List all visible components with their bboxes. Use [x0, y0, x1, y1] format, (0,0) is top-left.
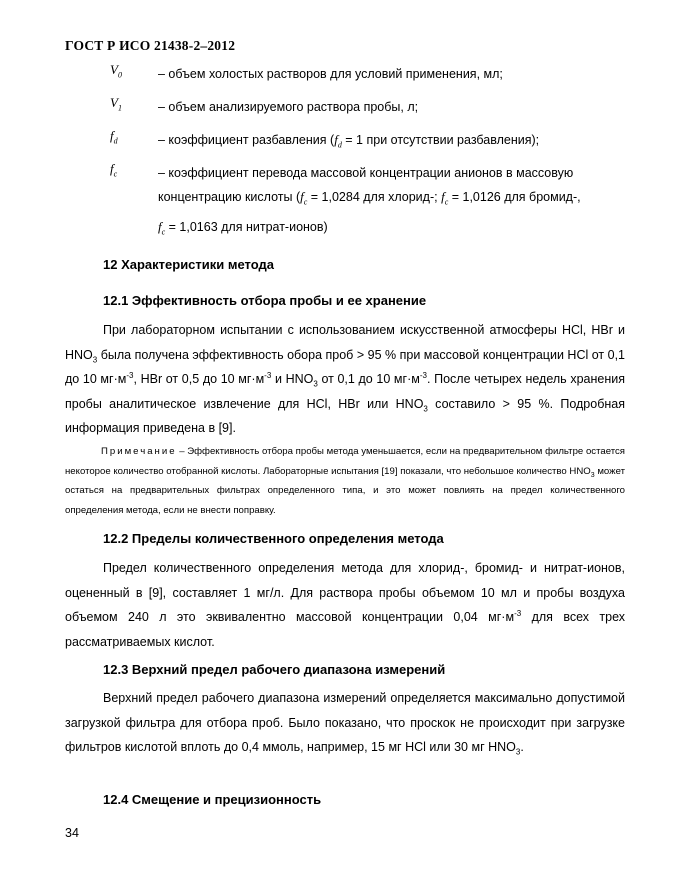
definition-v1 [110, 95, 630, 128]
symbol-fd: $f_d$ [110, 128, 118, 146]
note-label: Примечание [101, 446, 177, 457]
note-block: Примечание – Эффективность отбора пробы метода уменьшается, если на предварительном фильтре остается некоторое количество отобранной кислоты. Лабораторные испытания [19] показали, что небольшое количество $HNO_3$ может остаться на предварительных фильтрах определенного типа, и это может повлиять на предел количественного определения метода, если не внести поправку. [65, 446, 625, 516]
definition-text: – коэффициент разбавления ($f_d = 1$ при отсутствии разбавления); [158, 132, 540, 150]
standard-header: ГОСТ Р ИСО 21438-2–2012 [65, 38, 236, 53]
symbol-fc: $f_c$ [110, 161, 118, 179]
section-heading-12-3: 12.3 Верхний предел рабочего диапазона измерений [103, 662, 446, 677]
symbol-v0: $V_0$ [110, 62, 122, 80]
paragraph-12-3: Верхний предел рабочего диапазона измерений определяется максимально допустимой загрузкой фильтра для отбора проб. Было показано, что проскок не происходит при загрузке фильтров кислотой вплоть до 0,4 ммоль, например, 15 мг HCl или 30 мг $HNO_3$. [65, 691, 625, 757]
definition-text: – объем холостых растворов для условий применения, мл; [158, 67, 503, 81]
section-heading-12-2: 12.2 Пределы количественного определения метода [103, 531, 444, 546]
section-heading-12-4: 12.4 Смещение и прецизионность [103, 792, 322, 807]
definition-v0 [110, 62, 630, 95]
section-heading-12-1: 12.1 Эффективность отбора пробы и ее хранение [103, 293, 427, 308]
paragraph-12-1: При лабораторном испытании с использованием искусственной атмосферы HCl, HBr и $HNO_3$ была получена эффективность обора проб > 95 % при массовой концентрации HCl от 0,1 до 10 $мг\cdot м^{-3}$, HBr от 0,5 до 10 $мг\cdot м^{-3}$ и $HNO_3$ от 0,1 до 10 $мг\cdot м^{-3}$. После четырех недель хранения пробы аналитическое извлечение для HCl, HBr или $HNO_3$ составило > 95 %. Подробная информация приведена в [9]. [65, 323, 625, 435]
symbol-v1: $V_1$ [110, 95, 122, 113]
definition-text: – объем анализируемого раствора пробы, л; [158, 100, 419, 114]
definition-text: – коэффициент перевода массовой концентрации анионов в массовую концентрацию кислоты ($f_c = 1,0284$ для хлорид-; $f_c = 1,0126$ для бромид-, $f_c = 1,0163$ для нитрат-ионов) [158, 166, 581, 237]
paragraph-12-2: Предел количественного определения метода для хлорид-, бромид- и нитрат-ионов, оцененный в [9], составляет 1 мг/л. Для раствора пробы объемом 10 мл и пробы воздуха объемом 240 л это эквивалентно массовой концентрации 0,04 $мг\cdot м^{-3}$ для всех трех рассматриваемых кислот. [65, 561, 625, 649]
symbol-definitions [110, 62, 630, 236]
section-heading-12: 12 Характеристики метода [103, 257, 274, 272]
page-number: 34 [65, 826, 79, 840]
definition-fd [110, 128, 630, 161]
definition-fc [110, 161, 630, 236]
